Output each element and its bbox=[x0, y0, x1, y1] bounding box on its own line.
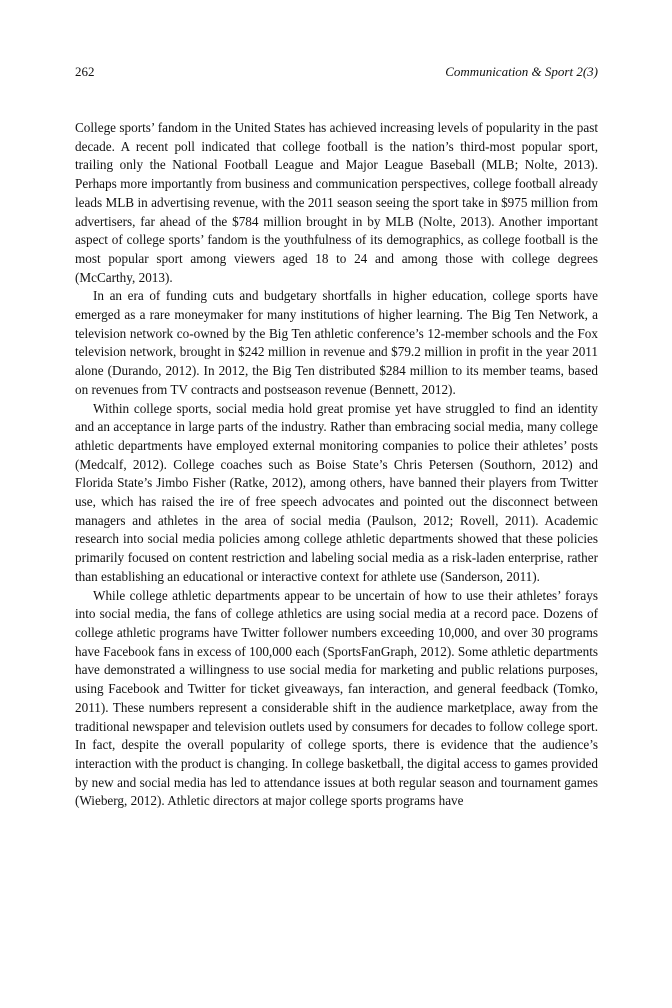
page-header bbox=[75, 64, 598, 79]
journal-running-title: Communication & Sport 2(3) bbox=[445, 64, 598, 79]
paragraph-4: While college athletic departments appear to be uncertain of how to use their athletes’ forays into social media, the fans of college athletics are using social media at a record pace. Dozens of college athletic programs have Twitter follower numbers exceeding 10,000, and over 30 programs have Facebook fans in excess of 100,000 each (SportsFanGraph, 2012). Some athletic departments have demonstrated a willingness to use social media for marketing and public relations purposes, using Facebook and Twitter for ticket giveaways, fan interaction, and general feedback (Tomko, 2011). These numbers represent a considerable shift in the audience marketplace, away from the traditional newspaper and television outlets used by consumers for decades to follow college sport. In fact, despite the overall popularity of college sports, there is evidence that the audience’s interaction with the product is changing. In college basketball, the digital access to games provided by new and social media has led to attendance issues at both regular season and tournament games (Wieberg, 2012). Athletic directors at major college sports programs have bbox=[75, 587, 598, 809]
paragraph-1: College sports’ fandom in the United States has achieved increasing levels of popularity in the past decade. A recent poll indicated that college football is the nation’s third-most popular sport, trailing only the National Football League and Major League Baseball (MLB; Nolte, 2013). Perhaps more importantly from business and communication perspectives, college football already leads MLB in advertising revenue, with the 2011 season seeing the sport take in $975 million from advertisers, far ahead of the $784 million brought in by MLB (Nolte, 2013). Another important aspect of college sports’ fandom is the youthfulness of its demographics, as college football is the most popular sport among viewers aged 18 to 24 and among those with college degrees (McCarthy, 2013). bbox=[75, 120, 598, 285]
article-body bbox=[75, 119, 598, 811]
paragraph-3: Within college sports, social media hold great promise yet have struggled to find an identity and an acceptance in large parts of the industry. Rather than embracing social media, many college athletic departments have employed external monitoring companies to police their athletes’ posts (Medcalf, 2012). College coaches such as Boise State’s Chris Petersen (Southorn, 2012) and Florida State’s Jimbo Fisher (Ratke, 2012), among others, have banned their players from Twitter use, which has raised the ire of free speech advocates and pointed out the disconnect between managers and athletes in the area of social media (Paulson, 2012; Rovell, 2011). Academic research into social media policies among college athletic departments showed that these policies primarily focused on content restriction and labeling social media as a risk-laden enterprise, rather than establishing an educational or interactive context for athlete use (Sanderson, 2011). bbox=[75, 400, 598, 584]
page-number: 262 bbox=[75, 64, 95, 79]
paragraph-2: In an era of funding cuts and budgetary shortfalls in higher education, college sports have emerged as a rare moneymaker for many institutions of higher learning. The Big Ten Network, a television network co-owned by the Big Ten athletic conference’s 12-member schools and the Fox television network, brought in $242 million in revenue and $79.2 million in profit in the year 2011 alone (Durando, 2012). In 2012, the Big Ten distributed $284 million to its member teams, based on revenues from TV contracts and postseason revenue (Bennett, 2012). bbox=[75, 288, 598, 397]
